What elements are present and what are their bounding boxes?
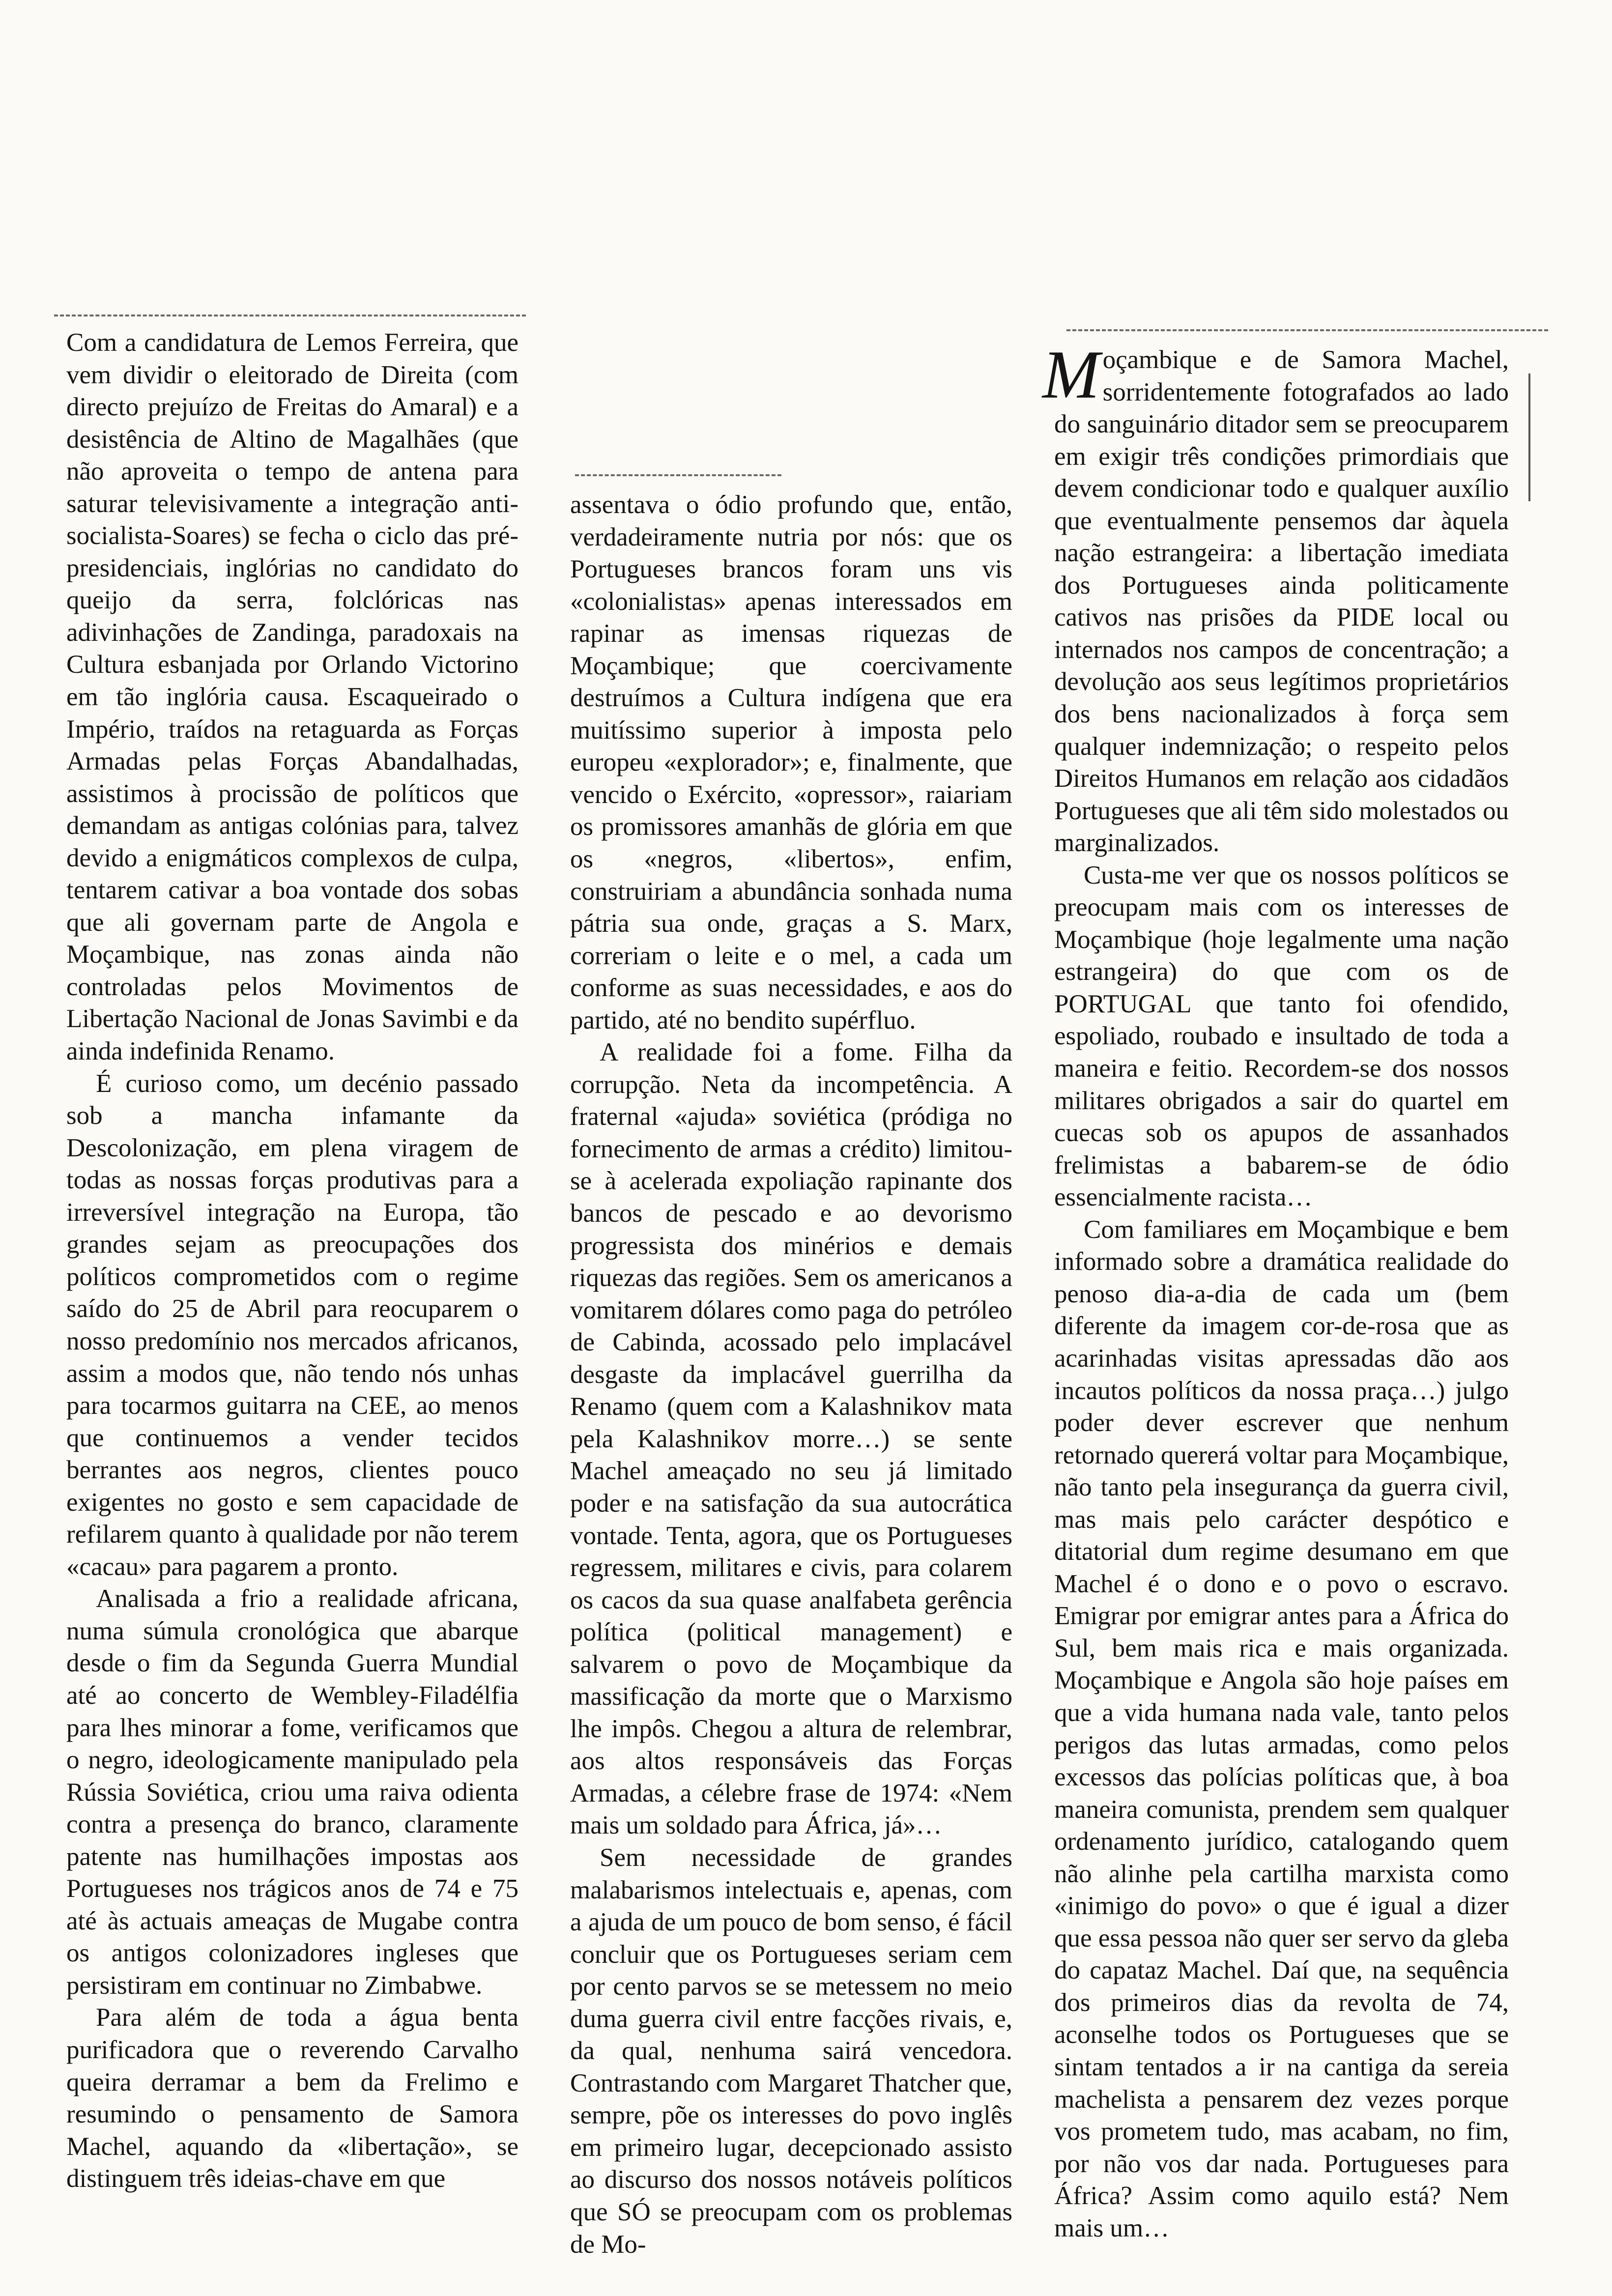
column-side-rule bbox=[1528, 373, 1530, 501]
column-top-rule bbox=[575, 474, 781, 476]
paragraph: Com familiares em Moçambique e bem informado sobre a dramática realidade do penoso dia-a-dia de cada um (bem diferente da imagem cor-de-rosa que as acarinhadas visitas apressadas dão aos incautos políticos da nossa praça…) julgo poder dever escrever que nenhum retornado quererá voltar para Moçambique, não tanto pela insegurança da guerra civil, mas mais pelo carácter despótico e ditatorial dum regime desumano em que Machel é o dono e o povo o escravo. Emigrar por emigrar antes para a África do Sul, bem mais rica e mais organizada. Moçambique e Angola são hoje países em que a vida humana nada vale, tanto pelos perigos das lutas armadas, como pelos excessos das polícias políticas que, à boa maneira comunista, prendem sem qualquer ordenamento jurídico, catalogando quem não alinhe pela cartilha marxista como «inimigo do povo» o que é igual a dizer que essa pessoa não quer ser servo da gleba do capataz Machel. Daí que, na sequência dos primeiros dias da revolta de 74, aconselhe todos os Portugueses que se sintam tentados a ir na cantiga da sereia machelista a pensarem dez vezes porque vos prometem tudo, mas acabam, no fim, por não vos dar nada. Portugueses para África? Assim como aquilo está? Nem mais um… bbox=[1054, 1215, 1509, 2242]
paragraph: É curioso como, um decénio passado sob a mancha infamante da Descolonização, em plena viragem de todas as nossas forças produtivas para a irreversível integração na Europa, tão grandes sejam as preocupações dos políticos comprometidos com o regime saído do 25 de Abril para reocuparem o nosso predomínio nos mercados africanos, assim a modos que, não tendo nós unhas para tocarmos guitarra na CEE, ao menos que continuemos a vender tecidos berrantes aos negros, clientes pouco exigentes no gosto e sem capacidade de refilarem quanto à qualidade por não terem «cacau» para pagarem a pronto. bbox=[66, 1069, 518, 1581]
drop-cap: M bbox=[1042, 337, 1100, 413]
paragraph bbox=[1042, 337, 1509, 860]
column-top-rule bbox=[54, 315, 526, 316]
paragraph: Custa-me ver que os nossos políticos se preocupam mais com os interesses de Moçambique (hoje legalmente uma nação estrangeira) do que com os de PORTUGAL que tanto foi ofendido, espoliado, roubado e insultado de toda a maneira e feitio. Recordem-se dos nossos militares obrigados a sair do quartel em cuecas sob os apupos de assanhados frelimistas a babarem-se de ódio essencialmente racista… bbox=[1054, 861, 1509, 1212]
paragraph: assentava o ódio profundo que, então, verdadeiramente nutria por nós: que os Portugueses brancos foram uns vis «colonialistas» apenas interessados em rapinar as imensas riquezas de Moçambique; que coercivamente destruímos a Cultura indígena que era muitíssimo superior à imposta pelo europeu «explorador»; e, finalmente, que vencido o Exército, «opressor», raiariam os promissores amanhãs de glória em que os «negros, «libertos», enfim, construiriam a abundância sonhada numa pátria sua onde, graças a S. Marx, correriam o leite e o mel, a cada um conforme as suas necessidades, e aos do partido, até no bendito supérfluo. bbox=[570, 490, 1012, 1034]
paragraph: A realidade foi a fome. Filha da corrupção. Neta da incompetência. A fraternal «ajuda» soviética (pródiga no fornecimento de armas a crédito) limitou-se à acelerada expoliação rapinante dos bancos de pescado e ao devorismo progressista dos minérios e demais riquezas das regiões. Sem os americanos a vomitarem dólares como paga do petróleo de Cabinda, acossado pelo implacável desgaste da implacável guerrilha da Renamo (quem com a Kalashnikov mata pela Kalashnikov morre…) se sente Machel ameaçado no seu já limitado poder e na satisfação da sua autocrática vontade. Tenta, agora, que os Portugueses regressem, militares e civis, para colarem os cacos da sua quase analfabeta gerência política (political management) e salvarem o povo de Moçambique da massificação da morte que o Marxismo lhe impôs. Chegou a altura de relembrar, aos altos responsáveis das Forças Armadas, a célebre frase de 1974: «Nem mais um soldado para África, já»… bbox=[570, 1038, 1012, 1840]
column-top-rule bbox=[1066, 329, 1548, 331]
paragraph: Sem necessidade de grandes malabarismos intelectuais e, apenas, com a ajuda de um pouco de bom senso, é fácil concluir que os Portugueses seriam cem por cento parvos se se metessem no meio duma guerra civil entre facções rivais, e, da qual, nenhuma sairá vencedora. Contrastando com Margaret Thatcher que, sempre, põe os interesses do povo inglês em primeiro lugar, decepcionado assisto ao discurso dos nossos notáveis políticos que SÓ se preocupam com os problemas de Mo- bbox=[570, 1843, 1012, 2259]
paragraph: Para além de toda a água benta purificadora que o reverendo Carvalho queira derramar a bem da Frelimo e resumindo o pensamento de Samora Machel, aquando da «libertação», se distinguem três ideias-chave em que bbox=[66, 2003, 518, 2193]
paragraph: Analisada a frio a realidade africana, numa súmula cronológica que abarque desde o fim da Segunda Guerra Mundial até ao concerto de Wembley-Filadélfia para lhes minorar a fome, verificamos que o negro, ideologicamente manipulado pela Rússia Soviética, criou uma raiva odienta contra a presença do branco, claramente patente nas humilhações impostas aos Portugueses nos trágicos anos de 74 e 75 até às actuais ameaças de Mugabe contra os antigos colonizadores ingleses que persistiram em continuar no Zimbabwe. bbox=[66, 1584, 518, 2000]
article-column-1 bbox=[66, 327, 518, 2195]
article-column-3 bbox=[1042, 337, 1509, 2244]
paragraph-text: oçambique e de Samora Machel, sorridentemente fotografados ao lado do sanguinário ditador sem se preocuparem em exigir três condições primordiais que devem condicionar todo e qualquer auxílio que eventualmente pensemos dar àquela nação estrangeira: a libertação imediata dos Portugueses ainda politicamente cativos nas prisões da PIDE local ou internados nos campos de concentração; a devolução aos seus legítimos proprietários dos bens nacionalizados à força sem qualquer indemnização; o respeito pelos Direitos Humanos em relação aos cidadãos Portugueses que ali têm sido molestados ou marginalizados. bbox=[1054, 345, 1509, 858]
article-column-2 bbox=[570, 489, 1012, 2261]
paragraph: Com a candidatura de Lemos Ferreira, que vem dividir o eleitorado de Direita (com directo prejuízo de Freitas do Amaral) e a desistência de Altino de Magalhães (que não aproveita o tempo de antena para saturar televisivamente a integração anti-socialista-Soares) se fecha o ciclo das pré-presidenciais, inglórias no candidato do queijo da serra, folclóricas nas adivinhações de Zandinga, paradoxais na Cultura esbanjada por Orlando Victorino em tão inglória causa. Escaqueirado o Império, traídos na retaguarda as Forças Armadas pelas Forças Abandalhadas, assistimos à procissão de políticos que demandam as antigas colónias para, talvez devido a enigmáticos complexos de culpa, tentarem cativar a boa vontade dos sobas que ali governam parte de Angola e Moçambique, nas zonas ainda não controladas pelos Movimentos de Libertação Nacional de Jonas Savimbi e da ainda indefinida Renamo. bbox=[66, 328, 518, 1066]
